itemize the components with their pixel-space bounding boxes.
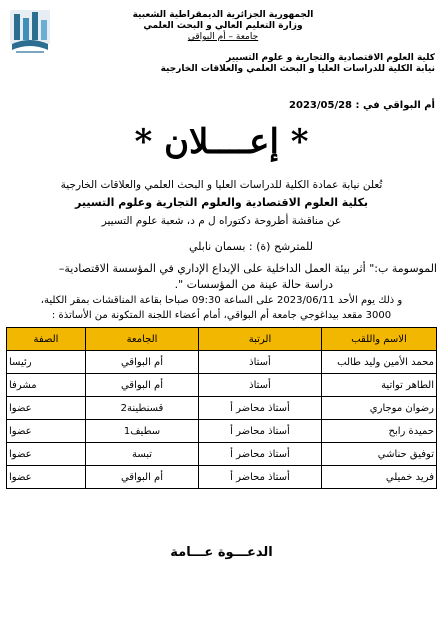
republic-name: الجمهورية الجزائرية الديمقراطية الشعبية xyxy=(132,10,314,20)
thesis-title-line-2: دراسة حالة عينة من المؤسسات ". xyxy=(174,278,333,291)
header-name: الاسم واللقب xyxy=(322,328,437,351)
table-row xyxy=(7,466,437,489)
member-rank: أستاذ محاضر أ xyxy=(199,443,322,466)
jury-table xyxy=(6,327,437,489)
table-row xyxy=(7,443,437,466)
member-rank: أستاذ xyxy=(199,351,322,374)
header-role: الصفة xyxy=(7,328,86,351)
member-role: عضوا xyxy=(7,397,86,420)
member-rank: أستاذ محاضر أ xyxy=(199,420,322,443)
table-row xyxy=(7,351,437,374)
candidate-name: للمترشح (ة) : بسمان نابلي xyxy=(188,240,313,253)
member-name: الطاهر تواتية xyxy=(322,374,437,397)
header-university: الجامعة xyxy=(86,328,199,351)
table-row xyxy=(7,374,437,397)
announcement-line-1: تُعلن نيابة عمادة الكلية للدراسات العليا و البحث العلمي والعلاقات الخارجية xyxy=(60,179,383,191)
jury-table-header-row xyxy=(7,328,437,351)
public-invitation: الدعـــوة عـــامة xyxy=(170,545,273,560)
member-role: رئيسا xyxy=(7,351,86,374)
announcement-line-3: عن مناقشة أطروحة دكتوراه ل م د، شعبة علوم التسيير xyxy=(101,215,342,227)
member-role: عضوا xyxy=(7,466,86,489)
member-role: مشرفا xyxy=(7,374,86,397)
member-rank: أستاذ xyxy=(199,374,322,397)
announcement-line-2: بكلية العلوم الاقتصادية والعلوم التجارية وعلوم التسيير xyxy=(75,196,368,209)
member-university: قسنطينة2 xyxy=(86,397,199,420)
member-name: حميدة رابح xyxy=(322,420,437,443)
member-rank: أستاذ محاضر أ xyxy=(199,397,322,420)
member-university: سطيف1 xyxy=(86,420,199,443)
member-name: فريد خميلي xyxy=(322,466,437,489)
member-university: تبسة xyxy=(86,443,199,466)
announcement-title: * إعــــلان * xyxy=(134,122,309,162)
ministry-name: وزارة التعليم العالي و البحث العلمي xyxy=(143,21,303,31)
defense-details-line-1: و ذلك يوم الأحد 2023/06/11 على الساعة 09:30 صباحا بقاعة المناقشات بمقر الكلية، xyxy=(40,295,403,306)
header-rank: الرتبة xyxy=(199,328,322,351)
university-name: جامعة – أم البواقي xyxy=(187,32,259,42)
member-role: عضوا xyxy=(7,420,86,443)
member-university: أم البواقي xyxy=(86,374,199,397)
member-university: أم البواقي xyxy=(86,351,199,374)
member-name: رضوان موجاري xyxy=(322,397,437,420)
member-university: أم البواقي xyxy=(86,466,199,489)
document-date: أم البواقي في : 2023/05/28 xyxy=(289,100,435,111)
member-role: عضوا xyxy=(7,443,86,466)
member-rank: أستاذ محاضر أ xyxy=(199,466,322,489)
faculty-name: كلية العلوم الاقتصادية والتجارية و علوم التسيير xyxy=(226,53,435,63)
member-name: محمد الأمين وليد طالب xyxy=(322,351,437,374)
table-row xyxy=(7,397,437,420)
university-logo xyxy=(6,6,54,56)
member-name: توفيق حناشي xyxy=(322,443,437,466)
vice-deanship-name: نيابة الكلية للدراسات العليا و البحث العلمي والعلاقات الخارجية xyxy=(160,64,435,74)
defense-details-line-2: 3000 مقعد بيداغوجي جامعة أم البواقي، أمام أعضاء اللجنة المتكونة من الأساتذة : xyxy=(51,310,392,321)
thesis-title-line-1: الموسومة ب:" أثر بيئة العمل الداخلية على الإبداع الإداري في المؤسسة الاقتصادية– xyxy=(58,262,437,275)
table-row xyxy=(7,420,437,443)
